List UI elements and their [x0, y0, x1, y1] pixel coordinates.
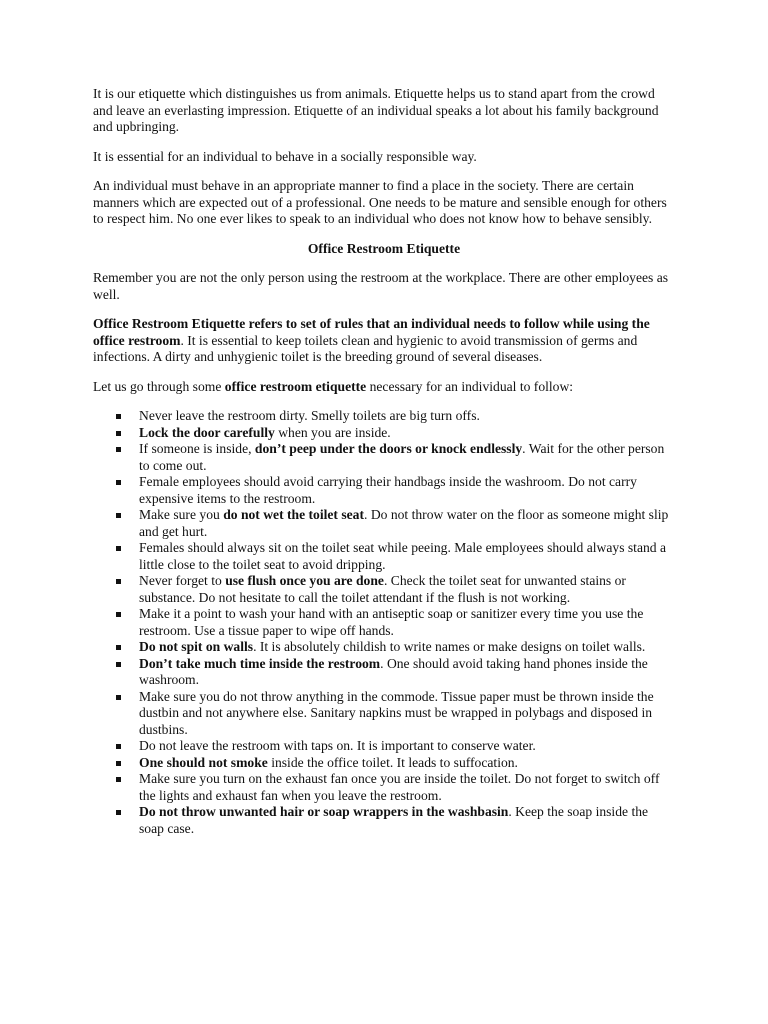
bullet-square-icon — [116, 777, 121, 782]
list-item-text: Do not leave the restroom with taps on. It is important to conserve water. — [139, 738, 536, 753]
list-item — [93, 738, 675, 755]
bullet-square-icon — [116, 447, 121, 452]
list-item — [93, 804, 675, 837]
list-item-text-after: inside the office toilet. It leads to suffocation. — [267, 754, 518, 770]
list-item-text-after: . Wait for the other person to come out. — [139, 441, 665, 473]
list-item-text-after: . Keep the soap inside the soap case. — [139, 804, 649, 836]
list-item-text-after: . Do not throw water on the floor as someone might slip and get hurt. — [139, 507, 669, 539]
list-intro-before: Let us go through some — [93, 378, 225, 394]
bullet-square-icon — [116, 662, 121, 667]
list-item-text: Never forget to — [139, 573, 226, 588]
list-intro-paragraph — [93, 379, 675, 396]
list-item-bold: do not wet the toilet seat — [223, 507, 365, 522]
list-item-text: Females should always sit on the toilet seat while peeing. Male employees should always stand a little close to the toilet seat to avoid dripping. — [139, 540, 667, 572]
list-item — [93, 689, 675, 739]
list-item-text: Make sure you do not throw anything in the commode. Tissue paper must be thrown inside the dustbin and not anywhere else. Sanitary napkins must be wrapped in polybags and disposed in dustbins. — [139, 688, 654, 737]
document-body — [93, 86, 675, 837]
list-item-bold: One should not smoke — [139, 754, 268, 770]
list-item-text-after: when you are inside. — [274, 424, 391, 440]
list-item-bold: Lock the door carefully — [139, 424, 275, 440]
section-heading: Office Restroom Etiquette — [307, 240, 461, 256]
list-item-text: Make sure you turn on the exhaust fan once you are inside the toilet. Do not forget to switch off the lights and exhaust fan when you leave the restroom. — [139, 771, 660, 803]
list-intro-bold: office restroom etiquette — [224, 378, 367, 394]
bullet-square-icon — [116, 414, 121, 419]
list-item-bold: Do not spit on walls — [139, 639, 254, 654]
list-item — [93, 573, 675, 606]
bullet-square-icon — [116, 431, 121, 436]
etiquette-list — [93, 408, 675, 837]
list-item-text-after: . Check the toilet seat for unwanted stains or substance. Do not hesitate to call the toilet attendant if the flush is not working. — [139, 573, 626, 605]
list-item — [93, 656, 675, 689]
list-item-text: Make it a point to wash your hand with an antiseptic soap or sanitizer every time you use the restroom. Use a tissue paper to wipe off hands. — [139, 606, 644, 638]
reminder-paragraph: Remember you are not the only person using the restroom at the workplace. There are other employees as well. — [93, 270, 669, 302]
list-item — [93, 441, 675, 474]
list-item — [93, 540, 675, 573]
definition-paragraph — [93, 316, 675, 366]
definition-rest-text: . It is essential to keep toilets clean and hygienic to avoid transmission of germs and infections. A dirty and unhygienic toilet is the breeding ground of several diseases. — [93, 332, 638, 364]
list-item — [93, 507, 675, 540]
definition-bold-text: Office Restroom Etiquette refers to set of rules that an individual needs to follow while using the office restroom — [93, 316, 650, 348]
list-item — [93, 755, 675, 772]
bullet-square-icon — [116, 546, 121, 551]
list-item-bold: don’t peep under the doors or knock endlessly — [254, 441, 523, 456]
bullet-square-icon — [116, 579, 121, 584]
list-item-text-after: . It is absolutely childish to write names or make designs on toilet walls. — [253, 639, 646, 654]
list-item — [93, 771, 675, 804]
list-item — [93, 639, 675, 656]
list-item — [93, 606, 675, 639]
bullet-square-icon — [116, 513, 121, 518]
bullet-square-icon — [116, 645, 121, 650]
list-item — [93, 425, 675, 442]
intro-paragraph: It is our etiquette which distinguishes us from animals. Etiquette helps us to stand apart from the crowd and leave an everlasting impression. Etiquette of an individual speaks a lot about his family background and upbringing. — [93, 86, 659, 134]
list-intro-after: necessary for an individual to follow: — [366, 378, 574, 394]
list-item-text-after: . One should avoid taking hand phones inside the washroom. — [139, 655, 648, 687]
manners-paragraph: An individual must behave in an appropriate manner to find a place in the society. There are certain manners which are expected out of a professional. One needs to be mature and sensible enough for others to respect him. No one ever likes to speak to an individual who does not know how to behave sensibly. — [93, 178, 667, 226]
list-item-bold: Don’t take much time inside the restroom — [139, 655, 381, 671]
bullet-square-icon — [116, 810, 121, 815]
list-item-bold: Do not throw unwanted hair or soap wrappers in the washbasin — [139, 804, 509, 819]
list-item-bold: use flush once you are done — [225, 573, 384, 588]
bullet-square-icon — [116, 761, 121, 766]
bullet-square-icon — [116, 480, 121, 485]
bullet-square-icon — [116, 695, 121, 700]
list-item — [93, 408, 675, 425]
list-item-text: Make sure you — [139, 507, 224, 522]
bullet-square-icon — [116, 744, 121, 749]
bullet-square-icon — [116, 612, 121, 617]
list-item-text: Female employees should avoid carrying their handbags inside the washroom. Do not carry expensive items to the restroom. — [139, 474, 637, 506]
responsibility-paragraph: It is essential for an individual to behave in a socially responsible way. — [93, 148, 477, 164]
list-item-text: If someone is inside, — [139, 441, 255, 456]
list-item-text: Never leave the restroom dirty. Smelly toilets are big turn offs. — [139, 408, 480, 423]
list-item — [93, 474, 675, 507]
